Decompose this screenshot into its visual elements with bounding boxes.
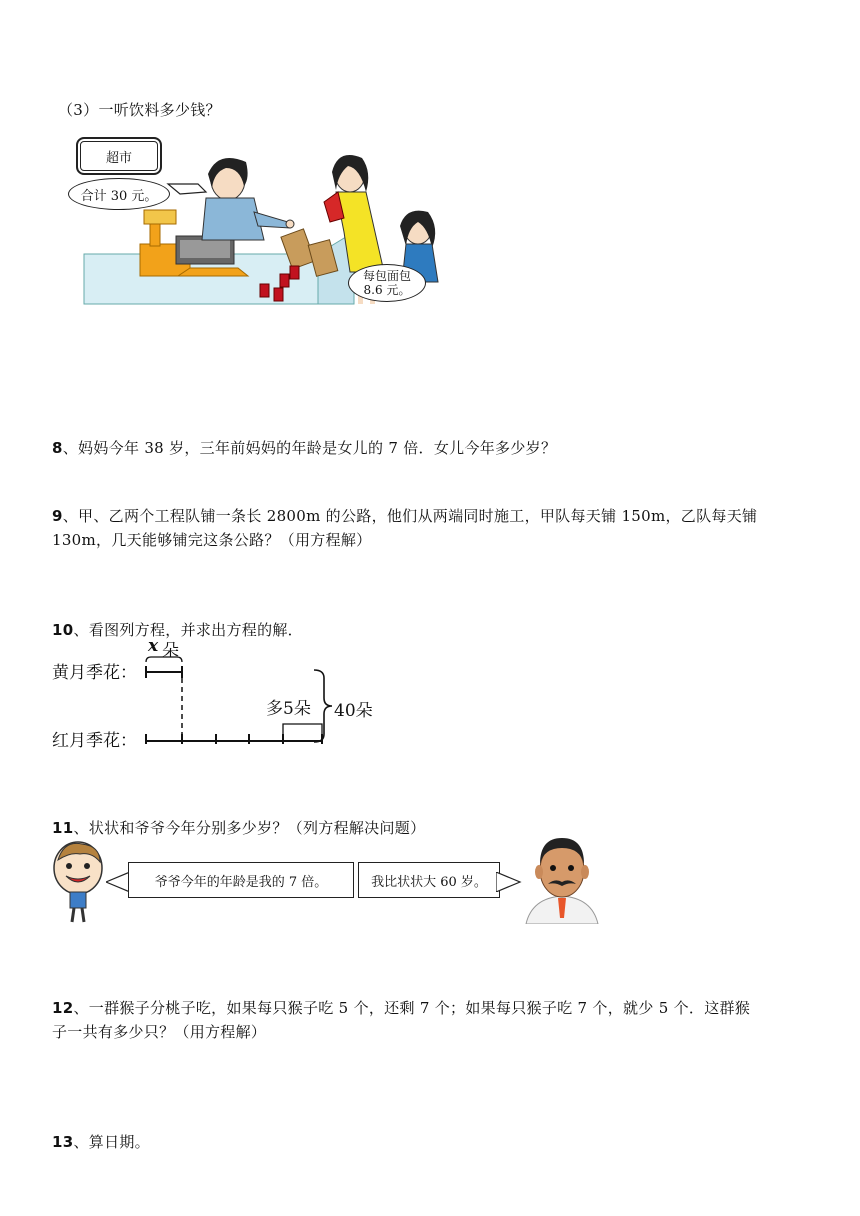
more-five-label: 多5朵 xyxy=(266,699,311,719)
question-9 xyxy=(52,504,757,552)
question-11 xyxy=(52,816,425,840)
question-8 xyxy=(52,436,556,460)
question-12-number: 12 xyxy=(52,999,74,1017)
question-8-number: 8 xyxy=(52,439,63,457)
grandpa-speech-box xyxy=(358,862,500,898)
boy-speech-text: 爷爷今年的年龄是我的 7 倍。 xyxy=(154,874,328,890)
question-11-text: 、状状和爷爷今年分别多少岁？（列方程解决问题） xyxy=(73,819,426,837)
total-forty-label: 40朵 xyxy=(334,701,373,721)
question-12 xyxy=(52,996,750,1044)
supermarket-illustration xyxy=(68,132,448,307)
grandpa-figure xyxy=(524,834,600,924)
question-7-3-text: （3）一听饮料多少钱？ xyxy=(58,101,221,119)
boy-figure xyxy=(50,840,106,924)
supermarket-sign-text: 超市 xyxy=(105,150,132,166)
bread-price-line1: 每包面包 xyxy=(362,269,411,283)
question-9-line2: 130m，几天能够铺完这条公路？（用方程解） xyxy=(52,531,372,549)
x-variable: x xyxy=(148,636,159,656)
question-12-line2: 子一共有多少只？（用方程解） xyxy=(52,1023,267,1041)
x-unit: 朵 xyxy=(162,641,179,661)
grandpa-speech-text: 我比状状大 60 岁。 xyxy=(371,874,487,890)
flower-diagram-lines xyxy=(52,636,392,751)
boy-illustration xyxy=(50,840,106,924)
question-9-number: 9 xyxy=(52,507,63,525)
question-8-text: 、妈妈今年 38 岁，三年前妈妈的年龄是女儿的 7 倍．女儿今年多少岁？ xyxy=(62,439,557,457)
red-flower-label: 红月季花： xyxy=(52,731,137,751)
bread-price-bubble xyxy=(348,264,426,302)
question-10-text: 、看图列方程，并求出方程的解． xyxy=(73,621,303,639)
grandpa-speech-tail xyxy=(496,872,522,892)
supermarket-sign xyxy=(76,137,162,175)
cashier-speech-text: 合计 30 元。 xyxy=(80,188,158,204)
question-12-line1: 、一群猴子分桃子吃，如果每只猴子吃 5 个，还剩 7 个；如果每只猴子吃 7 个，就少 5 个．这群猴 xyxy=(73,999,751,1017)
grandpa-illustration xyxy=(524,834,600,924)
flower-diagram xyxy=(52,636,392,751)
question-11-number: 11 xyxy=(52,819,74,837)
question-13-text: 、算日期。 xyxy=(73,1133,150,1151)
yellow-flower-label: 黄月季花： xyxy=(52,663,137,683)
question-13 xyxy=(52,1130,150,1154)
question-13-number: 13 xyxy=(52,1133,74,1151)
boy-speech-box xyxy=(128,862,354,898)
question-10-number: 10 xyxy=(52,621,74,639)
bread-price-line2: 8.6 元。 xyxy=(363,283,411,297)
cashier-speech-bubble xyxy=(68,178,170,210)
question-9-line1: 、甲、乙两个工程队铺一条长 2800m 的公路，他们从两端同时施工，甲队每天铺 150m，乙队每天铺 xyxy=(62,507,758,525)
